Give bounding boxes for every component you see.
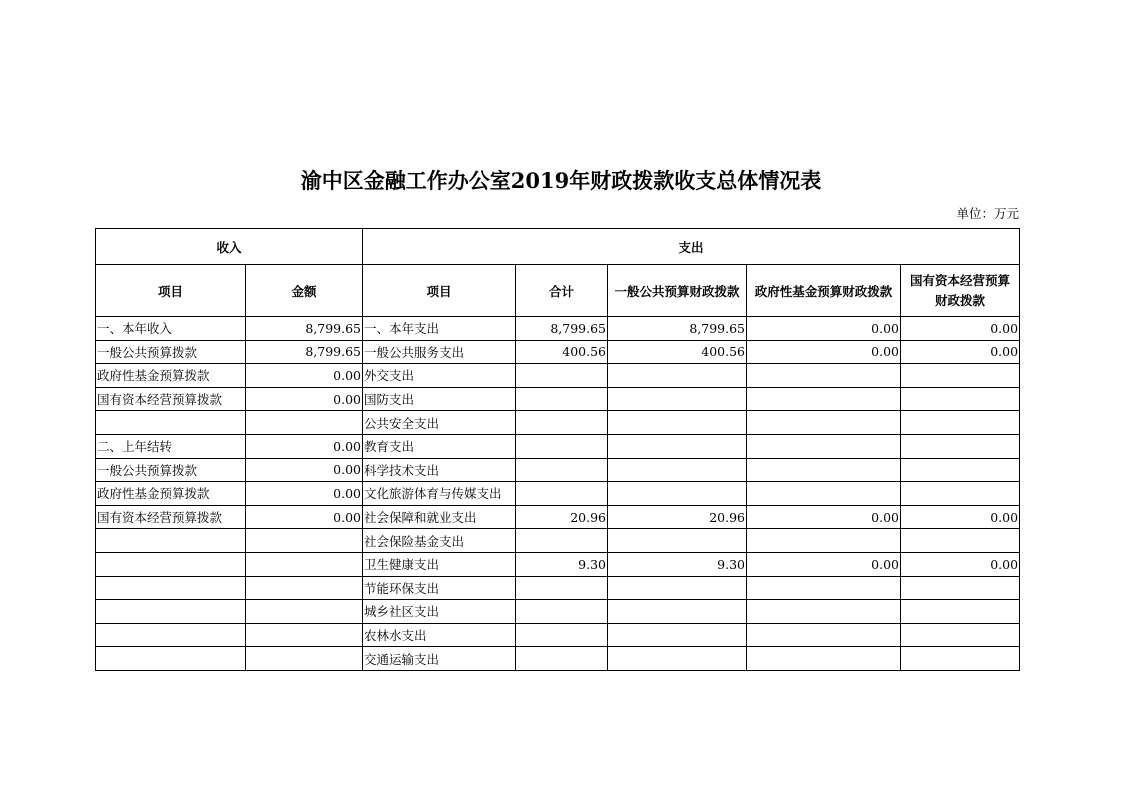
table-row: [96, 340, 1020, 364]
total-cell: [516, 623, 608, 647]
expense-item-cell: 公共安全支出: [363, 411, 516, 435]
gov-fund-cell: [747, 529, 901, 553]
general-budget-cell: 400.56: [608, 340, 747, 364]
income-item-cell: [96, 600, 246, 624]
income-amount-cell: [246, 647, 363, 671]
total-cell: [516, 458, 608, 482]
gov-fund-cell: [747, 411, 901, 435]
income-amount-cell: 0.00: [246, 364, 363, 388]
table-row: [96, 387, 1020, 411]
expense-item-cell: 外交支出: [363, 364, 516, 388]
total-cell: 20.96: [516, 505, 608, 529]
table-row: [96, 434, 1020, 458]
expense-item-cell: 教育支出: [363, 434, 516, 458]
income-amount-cell: [246, 411, 363, 435]
gov-fund-cell: [747, 600, 901, 624]
general-budget-cell: 9.30: [608, 552, 747, 576]
state-capital-cell: [901, 411, 1020, 435]
gov-fund-cell: [747, 647, 901, 671]
state-capital-cell: [901, 387, 1020, 411]
expense-item-cell: 城乡社区支出: [363, 600, 516, 624]
expense-item-cell: 社会保障和就业支出: [363, 505, 516, 529]
expense-item-cell: 文化旅游体育与传媒支出: [363, 482, 516, 506]
income-item-cell: [96, 411, 246, 435]
expense-item-cell: 科学技术支出: [363, 458, 516, 482]
gov-fund-cell: [747, 458, 901, 482]
income-item-cell: 政府性基金预算拨款: [96, 482, 246, 506]
page-title: 渝中区金融工作办公室2019年财政拨款收支总体情况表: [300, 168, 822, 193]
expense-item-cell: 国防支出: [363, 387, 516, 411]
state-capital-cell: [901, 482, 1020, 506]
gov-fund-cell: [747, 482, 901, 506]
table-row: [96, 647, 1020, 671]
gov-fund-header: 政府性基金预算财政拨款: [747, 265, 901, 317]
general-budget-cell: [608, 458, 747, 482]
income-item-cell: [96, 529, 246, 553]
income-amount-cell: 8,799.65: [246, 317, 363, 341]
general-budget-cell: [608, 434, 747, 458]
total-cell: 400.56: [516, 340, 608, 364]
general-budget-cell: [608, 387, 747, 411]
expense-item-header: 项目: [363, 265, 516, 317]
state-capital-cell: [901, 458, 1020, 482]
general-budget-cell: [608, 623, 747, 647]
table-row: [96, 623, 1020, 647]
state-capital-cell: 0.00: [901, 552, 1020, 576]
expense-item-cell: 农林水支出: [363, 623, 516, 647]
income-amount-cell: 0.00: [246, 387, 363, 411]
gov-fund-cell: [747, 576, 901, 600]
income-amount-cell: 8,799.65: [246, 340, 363, 364]
income-item-cell: 一、本年收入: [96, 317, 246, 341]
state-capital-cell: 0.00: [901, 317, 1020, 341]
income-amount-cell: [246, 552, 363, 576]
gov-fund-cell: 0.00: [747, 340, 901, 364]
table-row: [96, 482, 1020, 506]
general-budget-cell: 8,799.65: [608, 317, 747, 341]
general-budget-cell: [608, 482, 747, 506]
general-budget-cell: [608, 529, 747, 553]
gov-fund-cell: [747, 623, 901, 647]
general-budget-cell: [608, 647, 747, 671]
expense-item-cell: 卫生健康支出: [363, 552, 516, 576]
income-item-cell: 国有资本经营预算拨款: [96, 387, 246, 411]
gov-fund-cell: 0.00: [747, 505, 901, 529]
gov-fund-cell: [747, 434, 901, 458]
income-item-cell: 政府性基金预算拨款: [96, 364, 246, 388]
income-amount-cell: 0.00: [246, 482, 363, 506]
total-cell: [516, 529, 608, 553]
state-capital-cell: 0.00: [901, 340, 1020, 364]
income-amount-cell: 0.00: [246, 434, 363, 458]
gov-fund-cell: 0.00: [747, 552, 901, 576]
total-cell: [516, 482, 608, 506]
table-row: [96, 458, 1020, 482]
expense-group-header: 支出: [363, 229, 1020, 265]
income-item-cell: 一般公共预算拨款: [96, 340, 246, 364]
table-row: [96, 505, 1020, 529]
expense-item-cell: 节能环保支出: [363, 576, 516, 600]
total-cell: [516, 364, 608, 388]
state-capital-cell: [901, 600, 1020, 624]
table-row: [96, 529, 1020, 553]
total-cell: [516, 434, 608, 458]
income-amount-cell: [246, 576, 363, 600]
state-capital-cell: [901, 529, 1020, 553]
table-row: [96, 411, 1020, 435]
general-budget-cell: [608, 600, 747, 624]
total-cell: [516, 576, 608, 600]
table-row: [96, 576, 1020, 600]
table-row: [96, 552, 1020, 576]
income-amount-header: 金额: [246, 265, 363, 317]
table-row: [96, 600, 1020, 624]
income-group-header: 收入: [96, 229, 363, 265]
total-header: 合计: [516, 265, 608, 317]
income-item-cell: 二、上年结转: [96, 434, 246, 458]
income-item-cell: [96, 552, 246, 576]
general-budget-header: 一般公共预算财政拨款: [608, 265, 747, 317]
general-budget-cell: [608, 411, 747, 435]
expense-item-cell: 一般公共服务支出: [363, 340, 516, 364]
state-capital-cell: [901, 364, 1020, 388]
state-capital-header: 国有资本经营预算财政拨款: [901, 265, 1020, 317]
unit-label: 单位：万元: [956, 206, 1019, 221]
income-item-cell: 一般公共预算拨款: [96, 458, 246, 482]
gov-fund-cell: [747, 364, 901, 388]
table-row: [96, 364, 1020, 388]
state-capital-cell: [901, 434, 1020, 458]
total-cell: [516, 411, 608, 435]
gov-fund-cell: 0.00: [747, 317, 901, 341]
expense-item-cell: 交通运输支出: [363, 647, 516, 671]
total-cell: [516, 647, 608, 671]
table-body: [96, 317, 1020, 671]
total-cell: 8,799.65: [516, 317, 608, 341]
expense-item-cell: 一、本年支出: [363, 317, 516, 341]
income-amount-cell: [246, 623, 363, 647]
table-row: [96, 317, 1020, 341]
income-amount-cell: 0.00: [246, 458, 363, 482]
income-amount-cell: [246, 529, 363, 553]
income-amount-cell: 0.00: [246, 505, 363, 529]
income-item-cell: [96, 647, 246, 671]
income-item-cell: [96, 576, 246, 600]
income-amount-cell: [246, 600, 363, 624]
state-capital-cell: [901, 576, 1020, 600]
state-capital-cell: [901, 623, 1020, 647]
total-cell: [516, 600, 608, 624]
general-budget-cell: [608, 576, 747, 600]
income-item-cell: 国有资本经营预算拨款: [96, 505, 246, 529]
finance-table: [95, 228, 1020, 671]
income-item-cell: [96, 623, 246, 647]
total-cell: [516, 387, 608, 411]
state-capital-cell: [901, 647, 1020, 671]
expense-item-cell: 社会保险基金支出: [363, 529, 516, 553]
gov-fund-cell: [747, 387, 901, 411]
total-cell: 9.30: [516, 552, 608, 576]
income-item-header: 项目: [96, 265, 246, 317]
general-budget-cell: [608, 364, 747, 388]
general-budget-cell: 20.96: [608, 505, 747, 529]
state-capital-cell: 0.00: [901, 505, 1020, 529]
